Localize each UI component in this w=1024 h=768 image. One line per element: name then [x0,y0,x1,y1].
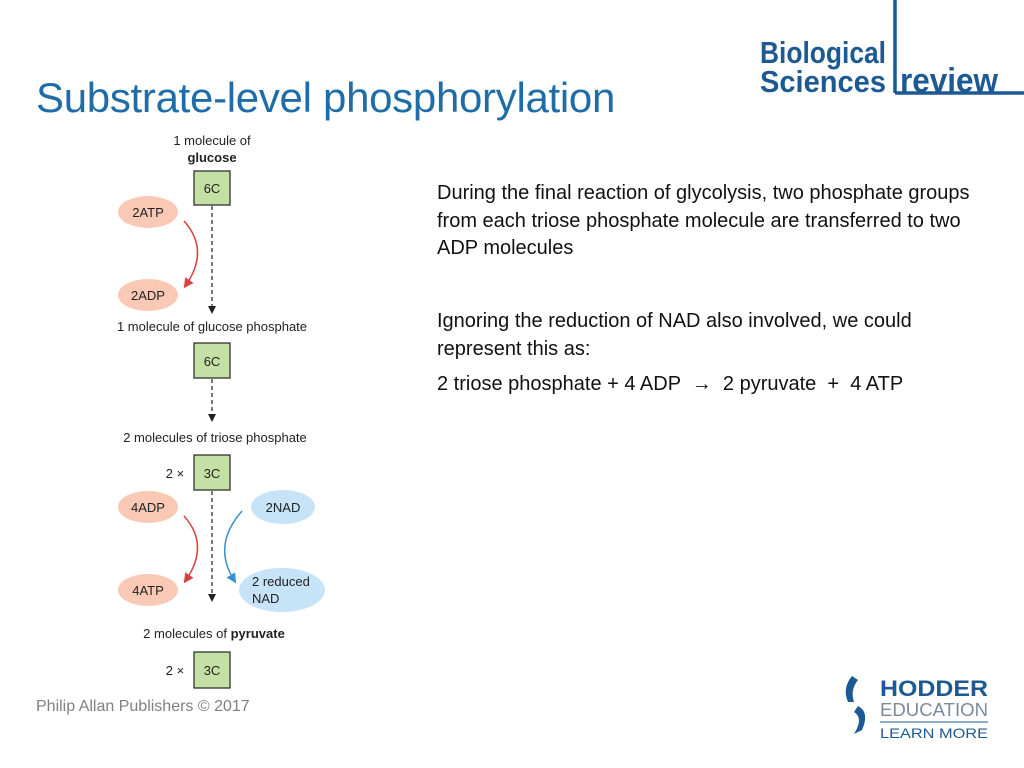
ellipse-2adp-label: 2ADP [131,288,165,303]
hodder-logo-mark-icon [846,676,865,734]
label-pyruvate-prefix: 2 molecules of [143,626,231,641]
red-arrow-2 [184,516,198,580]
ellipse-reduced-nad-line2: NAD [252,591,280,606]
label-pyruvate-bold: pyruvate [230,626,285,641]
label-glucose-phosphate: 1 molecule of glucose phosphate [116,319,308,334]
paragraph-ignoring-nad: Ignoring the reduction of NAD also involved, we could represent this as: [437,310,912,360]
paragraph-glycolysis: During the final reaction of glycolysis, two phosphate groups from each triose phosphate molecule are transferred to two ADP molecules [437,182,970,259]
box-glucose-label: 6C [203,181,221,196]
equation: 2 triose phosphate + 4 ADP → 2 pyruvate + 4 ATP [437,373,904,395]
biological-sciences-review-logo [756,0,1024,100]
ellipse-reduced-nad-line1: 2 reduced [252,574,310,589]
red-arrow-1 [184,221,198,285]
slide-title: Substrate-level phosphorylation [36,74,616,121]
label-one-molecule-of: 1 molecule of [173,133,251,148]
box-glucose-phosphate-label: 6C [203,354,221,369]
multiplier-triose: 2 × [165,466,185,481]
box-pyruvate-label: 3C [203,663,221,678]
blue-arrow [225,511,242,580]
hodder-logo-name: HODDER [880,676,989,701]
hodder-logo-learn-more: LEARN MORE [880,725,988,741]
label-triose-phosphate: 2 molecules of triose phosphate [123,430,307,445]
hodder-logo-education: EDUCATION [880,700,988,720]
ellipse-2atp-label: 2ATP [132,205,164,220]
label-glucose: glucose [187,150,237,165]
bsr-logo-line2: Sciences [760,64,886,99]
bsr-logo-review: review [900,62,999,100]
ellipse-4atp-label: 4ATP [132,583,164,598]
hodder-education-logo [840,672,1000,744]
box-triose-label: 3C [203,466,221,481]
ellipse-2nad-label: 2NAD [265,500,301,515]
ellipse-4adp-label: 4ADP [131,500,165,515]
label-pyruvate [143,626,285,641]
bsr-logo-line1: Biological [760,35,886,70]
multiplier-pyruvate: 2 × [165,663,185,678]
footer-copyright: Philip Allan Publishers © 2017 [36,698,250,715]
